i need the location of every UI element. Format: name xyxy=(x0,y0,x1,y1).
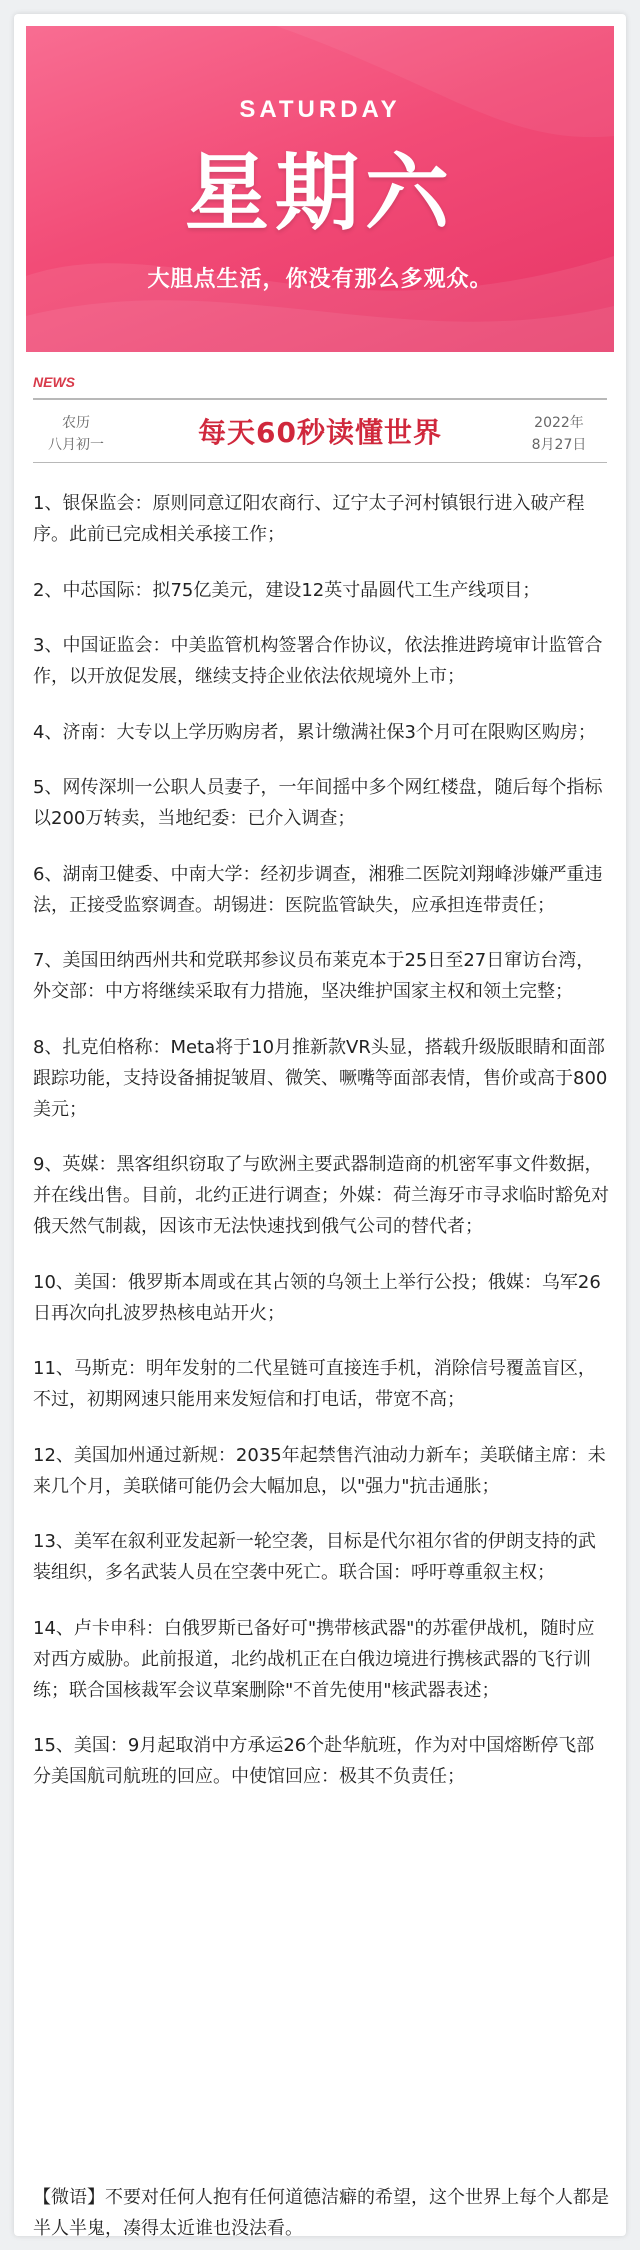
weekday-chinese: 星期六 xyxy=(184,143,455,242)
news-item: 6、湖南卫健委、中南大学：经初步调查，湘雅二医院刘翔峰涉嫌严重违法，正接受监察调查。胡锡进：医院监管缺失，应承担连带责任； xyxy=(33,863,603,916)
header-divider-top xyxy=(33,398,607,400)
news-item: 3、中国证监会：中美监管机构签署合作协议，依法推进跨境审计监管合作，以开放促发展，继续支持企业依法依规境外上市； xyxy=(33,635,603,687)
daily-quote: 【微语】不要对任何人抱有任何道德洁癖的希望，这个世界上每个人都是半人半鬼，凑得太近谁也没法看。 xyxy=(33,2187,609,2239)
date-year: 2022年 xyxy=(534,415,584,431)
banner-slogan: 大胆点生活，你没有那么多观众。 xyxy=(147,267,493,292)
lunar-date xyxy=(36,412,116,456)
header-banner xyxy=(26,26,614,352)
news-item: 1、银保监会：原则同意辽阳农商行、辽宁太子河村镇银行进入破产程序。此前已完成相关承接工作； xyxy=(33,493,585,545)
news-item: 12、美国加州通过新规：2035年起禁售汽油动力新车；美联储主席：未来几个月，美联储可能仍会大幅加息，以"强力"抗击通胀； xyxy=(33,1444,606,1497)
lunar-day: 八月初一 xyxy=(48,437,104,453)
lunar-label: 农历 xyxy=(62,415,90,431)
news-list xyxy=(33,488,611,1817)
date-day: 8月27日 xyxy=(531,437,587,453)
news-item: 2、中芯国际：拟75亿美元，建设12英寸晶圆代工生产线项目； xyxy=(33,579,541,601)
page-title: 每天60秒读懂世界 xyxy=(198,416,442,449)
content-card xyxy=(14,14,626,2239)
news-item: 10、美国：俄罗斯本周或在其占领的乌领土上举行公投；俄媒：乌军26日再次向扎波罗热核电站开火； xyxy=(33,1271,601,1324)
news-item: 7、美国田纳西州共和党联邦参议员布莱克本于25日至27日窜访台湾，外交部：中方将继续采取有力措施，坚决维护国家主权和领土完整； xyxy=(33,950,595,1002)
gregorian-date xyxy=(514,412,604,456)
news-item: 15、美国：9月起取消中方承运26个赴华航班，作为对中国熔断停飞部分美国航司航班的回应。中使馆回应：极其不负责任； xyxy=(33,1735,595,1787)
news-item: 8、扎克伯格称：Meta将于10月推新款VR头显，搭载升级版眼睛和面部跟踪功能，支持设备捕捉皱眉、微笑、噘嘴等面部表情，售价或高于800美元； xyxy=(33,1036,608,1120)
news-item: 9、英媒：黑客组织窃取了与欧洲主要武器制造商的机密军事文件数据，并在线出售。目前，北约正进行调查；外媒：荷兰海牙市寻求临时豁免对俄天然气制裁，因该市无法快速找到俄气公司的替代者； xyxy=(33,1154,609,1237)
news-item: 5、网传深圳一公职人员妻子，一年间摇中多个网红楼盘，随后每个指标以200万转卖，当地纪委：已介入调查； xyxy=(33,777,603,829)
news-item: 13、美军在叙利亚发起新一轮空袭，目标是代尔祖尔省的伊朗支持的武装组织，多名武装人员在空袭中死亡。联合国：呼吁尊重叙主权； xyxy=(33,1531,596,1583)
weekday-english: SATURDAY xyxy=(239,96,401,123)
news-item: 4、济南：大专以上学历购房者，累计缴满社保3个月可在限购区购房； xyxy=(33,721,596,743)
header-divider-bottom xyxy=(33,462,607,463)
news-item: 11、马斯克：明年发射的二代星链可直接连手机，消除信号覆盖盲区，不过，初期网速只能用来发短信和打电话，带宽不高； xyxy=(33,1358,596,1410)
news-item: 14、卢卡申科：白俄罗斯已备好可"携带核武器"的苏霍伊战机，随时应对西方威胁。此前报道，北约战机正在白俄边境进行携核武器的飞行训练；联合国核裁军会议草案删除"不首先使用"核武器表述； xyxy=(33,1617,595,1701)
news-section-label: NEWS xyxy=(33,374,75,390)
